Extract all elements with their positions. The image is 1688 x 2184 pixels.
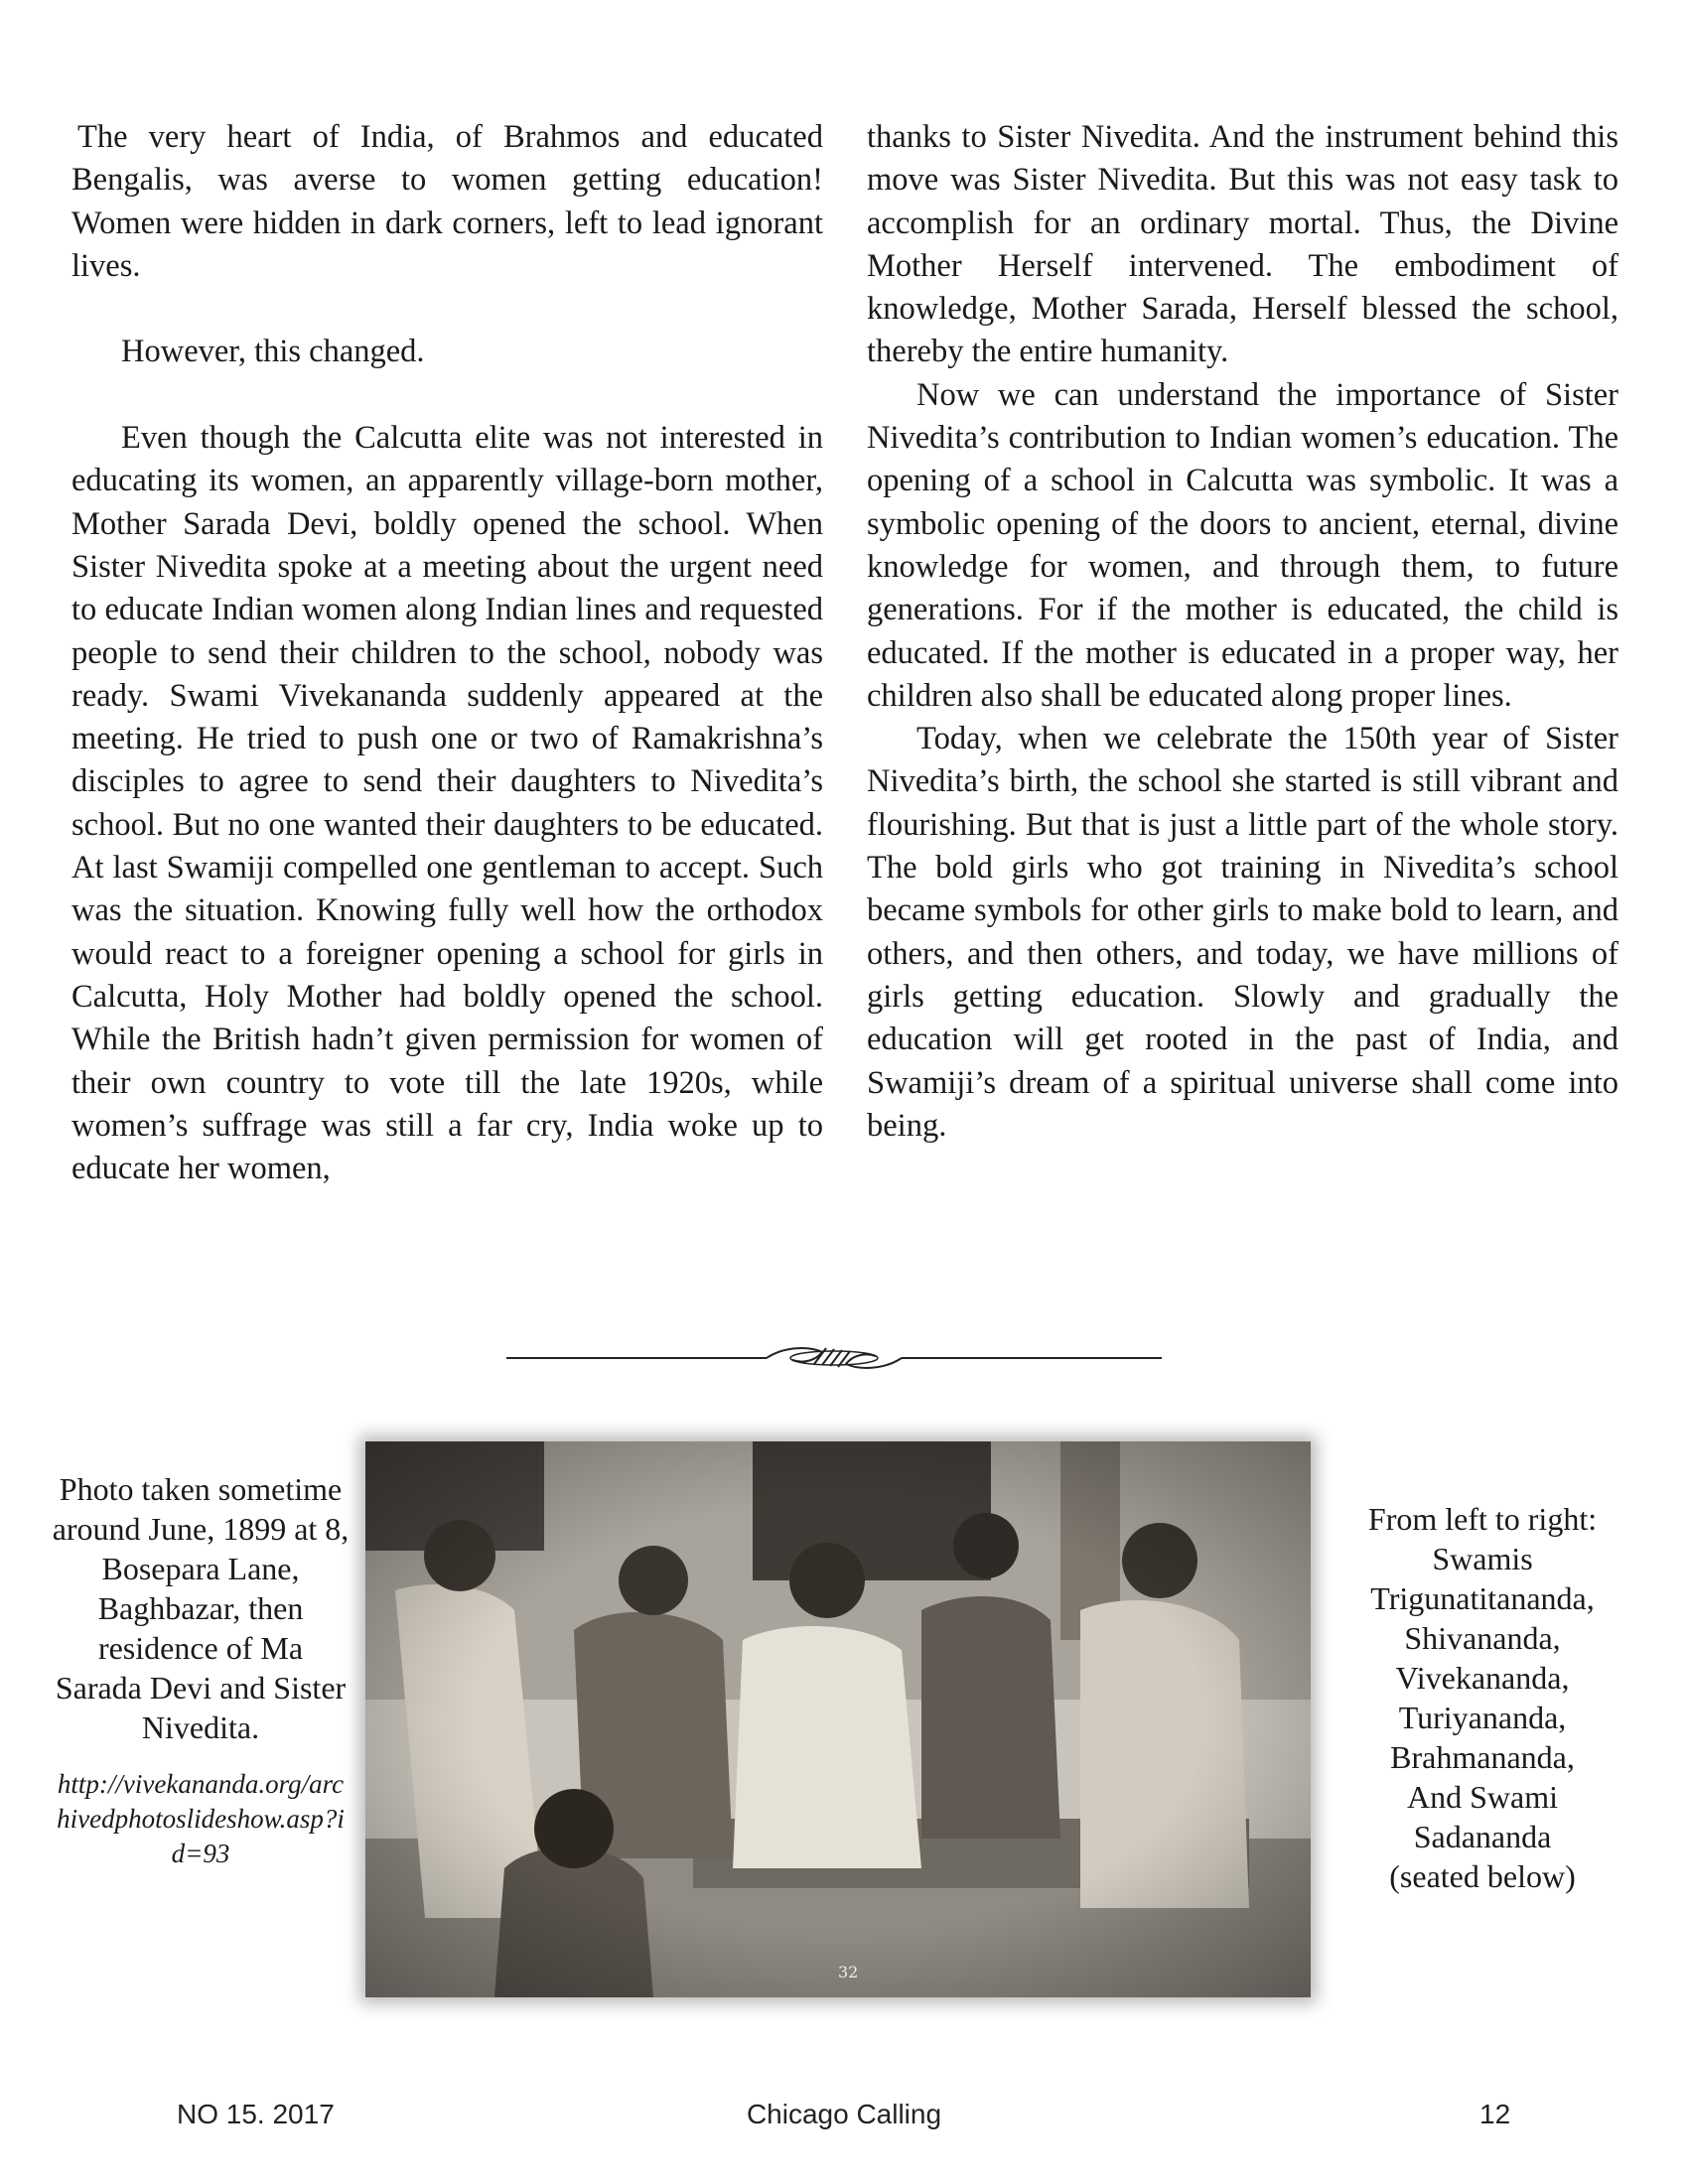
photo-number: 32 bbox=[838, 1963, 859, 1981]
caption-line: Turiyananda, bbox=[1398, 1700, 1567, 1735]
caption-line: (seated below) bbox=[1389, 1858, 1576, 1894]
article-left-column bbox=[71, 116, 823, 1190]
paragraph: The very heart of India, of Brahmos and educated Bengalis, was averse to women getting education! Women were hidden in dark corners, left to lead ignorant lives. bbox=[71, 119, 823, 284]
paragraph: Today, when we celebrate the 150th year of Sister Nivedita’s birth, the school she started is still vibrant and flourishing. But that is just a little part of the whole story. The bold girls who got training in Nivedita’s school became symbols for other girls to make bold to learn, and others, and then others, and today, we have millions of girls getting education. Slowly and gradually the education will get rooted in the past of India, and Swamiji’s dream of a spiritual universe shall come into being. bbox=[867, 721, 1618, 1144]
caption-line: From left to right: bbox=[1367, 1501, 1598, 1537]
caption-line: Swamis bbox=[1432, 1541, 1533, 1576]
historical-group-photo bbox=[365, 1441, 1311, 1997]
caption-line: Vivekananda, bbox=[1395, 1660, 1570, 1696]
section-divider-ornament bbox=[506, 1338, 1162, 1378]
caption-line: Shivananda, bbox=[1404, 1620, 1561, 1656]
photo-caption-left bbox=[52, 1469, 350, 1871]
footer-issue: NO 15. 2017 bbox=[177, 2099, 335, 2129]
caption-line: Brahmananda, bbox=[1390, 1739, 1575, 1775]
source-url[interactable]: http://vivekananda.org/archivedphotoslideshow.asp?id=93 bbox=[57, 1769, 345, 1868]
footer-page-number: 12 bbox=[1479, 2099, 1511, 2129]
caption-line: Sadananda bbox=[1413, 1819, 1552, 1854]
paragraph: However, this changed. bbox=[121, 334, 425, 370]
caption-line: And Swami bbox=[1407, 1779, 1558, 1815]
photo-caption-right bbox=[1329, 1499, 1636, 1896]
paragraph: thanks to Sister Nivedita. And the instrument behind this move was Sister Nivedita. But this was not easy task to accomplish for an ordinary mortal. Thus, the Divine Mother Herself intervened. The embodiment of knowledge, Mother Sarada, Herself blessed the school, thereby the entire humanity. bbox=[867, 119, 1618, 370]
paragraph: Even though the Calcutta elite was not interested in educating its women, an apparently village-born mother, Mother Sarada Devi, boldly opened the school. When Sister Nivedita spoke at a meeting about the urgent need to educate Indian women along Indian lines and requested people to send their children to the school, nobody was ready. Swami Vivekananda suddenly appeared at the meeting. He tried to push one or two of Ramakrishna’s disciples to agree to send their daughters to Nivedita’s school. But no one wanted their daughters to be educated. At last Swamiji compelled one gentleman to accept. Such was the situation. Knowing fully well how the orthodox would react to a foreigner opening a school for girls in Calcutta, Holy Mother had boldly opened the school. While the British hadn’t given permission for women of their own country to vote till the late 1920s, while women’s suffrage was still a far cry, India woke up to educate her women, bbox=[71, 420, 823, 1187]
paragraph: Now we can understand the importance of Sister Nivedita’s contribution to Indian women’s education. The opening of a school in Calcutta was symbolic. It was a symbolic opening of the doors to ancient, eternal, divine knowledge for women, and through them, to future generations. For if the mother is educated, the child is educated. If the mother is educated in a proper way, her children also shall be educated along proper lines. bbox=[867, 376, 1618, 714]
footer-publication-title: Chicago Calling bbox=[746, 2099, 942, 2129]
caption-line: Trigunatitananda, bbox=[1370, 1580, 1595, 1616]
article-right-column bbox=[867, 116, 1618, 1148]
photo-caption-text: Photo taken sometime around June, 1899 at 8, Bosepara Lane, Baghbazar, then residence of Ma Sarada Devi and Sister Nivedita. bbox=[52, 1471, 350, 1745]
